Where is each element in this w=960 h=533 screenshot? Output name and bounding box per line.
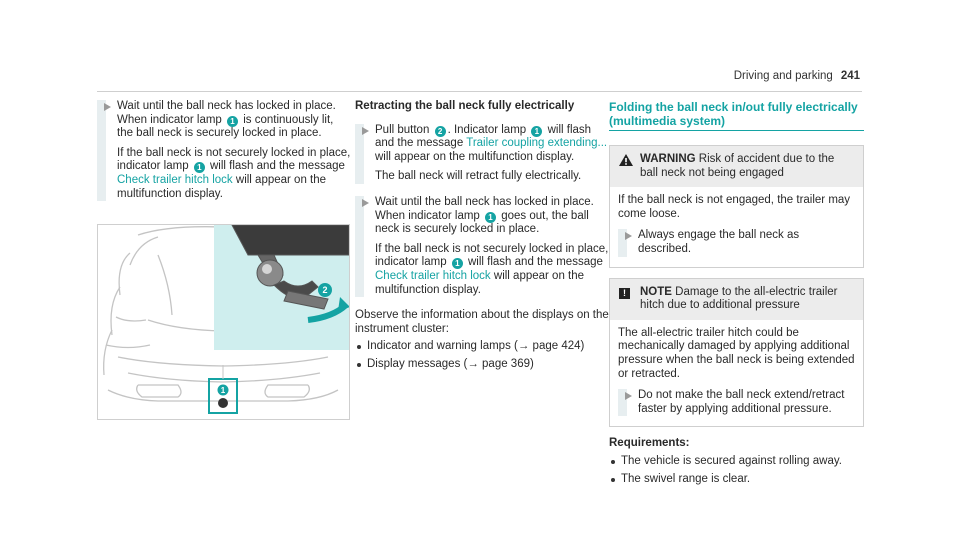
- note-text: The all-electric trailer hitch could be mechanically damaged by applying additional pressure when the ball neck is being extended or retracted.: [618, 326, 855, 380]
- warning-box: [609, 145, 864, 268]
- section-heading: Folding the ball neck in/out fully electrically (multimedia system): [609, 100, 864, 131]
- page-header: [734, 70, 860, 84]
- instruction-step: [97, 100, 352, 201]
- note-label: NOTE: [640, 285, 672, 298]
- step-arrow-icon: [104, 103, 111, 111]
- step-result-text: If the ball neck is not securely locked in place, indicator lamp 1 will flash and the message Check trailer hitch lock will appear on the multifunction display.: [375, 242, 609, 296]
- note-exclamation-icon: !: [619, 287, 630, 301]
- display-message: Check trailer hitch lock: [117, 173, 233, 186]
- instruction-step: [355, 124, 610, 184]
- step-result-text: If the ball neck is not securely locked in place, indicator lamp 1 will flash and the message Check trailer hitch lock will appear on the multifunction display.: [117, 146, 351, 200]
- warning-title: Risk of accident due to the ball neck not being engaged: [640, 153, 835, 179]
- callout-1-icon: 1: [452, 258, 463, 269]
- display-message: Check trailer hitch lock: [375, 269, 491, 282]
- callout-2-icon: 2: [435, 126, 446, 137]
- warning-label: WARNING: [640, 153, 696, 165]
- callout-1-icon: 1: [194, 162, 205, 173]
- step-text: Wait until the ball neck has locked in place. When indicator lamp 1 is continuously lit, the ball neck is securely locked in place.: [117, 100, 336, 140]
- list-item: Indicator and warning lamps (→ page 424): [355, 340, 610, 354]
- note-box: [609, 278, 864, 428]
- header-rule: [97, 91, 862, 92]
- step-text: Wait until the ball neck has locked in place. When indicator lamp 1 goes out, the ball neck is securely locked in place.: [375, 195, 594, 236]
- column-left: [97, 100, 352, 213]
- section-heading: Retracting the ball neck fully electrically: [355, 100, 575, 112]
- step-arrow-icon: [362, 199, 369, 207]
- step-arrow-icon: [625, 232, 632, 240]
- instruction-step: [618, 229, 855, 256]
- step-result-text: The ball neck will retract fully electrically.: [375, 170, 582, 183]
- column-right: [609, 100, 864, 490]
- list-item: The vehicle is secured against rolling away.: [609, 455, 864, 469]
- step-text: Pull button 2 . Indicator lamp 1 will flash and the message Trailer coupling extending... will appear on the multifunction display.: [375, 123, 608, 163]
- step-arrow-icon: [362, 127, 369, 135]
- observe-text: Observe the information about the displays on the instrument cluster:: [355, 309, 609, 335]
- instruction-bar: [97, 100, 106, 201]
- instruction-step: [355, 196, 610, 297]
- warning-text: If the ball neck is not engaged, the trailer may come loose.: [618, 194, 851, 220]
- column-middle: [355, 100, 610, 376]
- instruction-step: [618, 389, 855, 416]
- vehicle-rear-illustration: [98, 225, 349, 419]
- list-item: Display messages (→ page 369): [355, 358, 610, 372]
- list-item: The swivel range is clear.: [609, 473, 864, 487]
- display-message: Trailer coupling extending...: [466, 137, 608, 150]
- callout-1-icon: 1: [227, 116, 238, 127]
- requirements-list: [609, 455, 864, 486]
- note-header: [610, 279, 863, 320]
- callout-1-icon: 1: [531, 126, 542, 137]
- instruction-bar: [355, 196, 364, 297]
- warning-header: [610, 146, 863, 187]
- warning-body: [610, 187, 863, 266]
- callout-1-icon: 1: [485, 212, 496, 223]
- callout-2-label: 2: [322, 285, 328, 295]
- requirements-heading: Requirements:: [609, 437, 690, 450]
- callout-1-label: 1: [220, 386, 226, 395]
- step-text: Always engage the ball neck as described.: [638, 229, 800, 255]
- page-number: 241: [840, 70, 860, 82]
- ball-neck-illustration: [97, 224, 350, 420]
- step-text: Do not make the ball neck extend/retract faster by applying additional pressure.: [638, 389, 845, 415]
- note-body: [610, 320, 863, 427]
- step-arrow-icon: [625, 392, 632, 400]
- reference-list: [355, 340, 610, 371]
- section-title: Driving and parking: [733, 70, 833, 82]
- note-title: Damage to the all-electric trailer hitch due to additional pressure: [640, 285, 838, 312]
- warning-triangle-icon: [619, 154, 633, 171]
